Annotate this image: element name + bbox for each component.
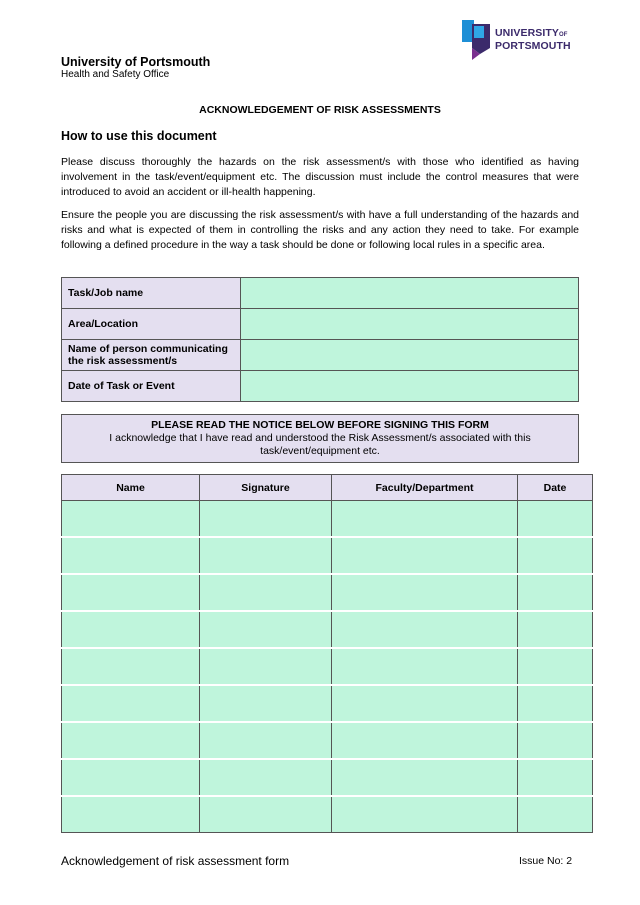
- table-row: [62, 574, 593, 611]
- name-cell[interactable]: [62, 574, 200, 611]
- footer-form-name: Acknowledgement of risk assessment form: [61, 854, 290, 868]
- task-name-label: Task/Job name: [62, 278, 241, 309]
- table-row: [62, 759, 593, 796]
- organisation-name: University of Portsmouth: [61, 55, 211, 69]
- instruction-paragraph-2: Ensure the people you are discussing the risk assessment/s with have a full understanding of the hazards and risks and what is expected of them in controlling the risks and any action they need to take. For example following a defined procedure in the way a task should be done or following local rules in a specific area.: [61, 209, 579, 251]
- faculty-cell[interactable]: [332, 685, 518, 722]
- footer-issue-number: Issue No: 2: [519, 855, 573, 867]
- column-header-date: Date: [518, 475, 593, 501]
- date-cell[interactable]: [518, 796, 593, 833]
- faculty-cell[interactable]: [332, 722, 518, 759]
- section-heading: How to use this document: [61, 129, 217, 143]
- table-row: [62, 537, 593, 574]
- signature-cell[interactable]: [200, 611, 332, 648]
- department-name: Health and Safety Office: [61, 69, 170, 80]
- table-row: [62, 722, 593, 759]
- area-location-label: Area/Location: [62, 309, 241, 340]
- task-row: [62, 309, 579, 340]
- date-cell[interactable]: [518, 759, 593, 796]
- name-cell[interactable]: [62, 537, 200, 574]
- name-cell[interactable]: [62, 648, 200, 685]
- date-cell[interactable]: [518, 722, 593, 759]
- task-date-label: Date of Task or Event: [62, 371, 241, 402]
- task-date-field[interactable]: [241, 371, 579, 402]
- logo-text-line1: UNIVERSITY: [495, 27, 560, 39]
- task-name-field[interactable]: [241, 278, 579, 309]
- notice-heading: PLEASE READ THE NOTICE BELOW BEFORE SIGNING THIS FORM: [151, 419, 489, 431]
- communicator-name-field[interactable]: [241, 340, 579, 371]
- signature-cell[interactable]: [200, 574, 332, 611]
- column-header-signature: Signature: [200, 475, 332, 501]
- date-cell[interactable]: [518, 648, 593, 685]
- notice-text: I acknowledge that I have read and understood the Risk Assessment/s associated with this task/event/equipment etc.: [109, 432, 531, 457]
- task-row: [62, 371, 579, 402]
- date-cell[interactable]: [518, 611, 593, 648]
- table-row: [62, 796, 593, 833]
- signature-cell[interactable]: [200, 501, 332, 538]
- instruction-paragraph-1: Please discuss thoroughly the hazards on the risk assessment/s with those who identified as having involvement in the task/event/equipment etc. The discussion must include the control measures that were introduced to avoid an accident or ill-health happening.: [61, 156, 579, 198]
- name-cell[interactable]: [62, 685, 200, 722]
- signature-rows: [62, 501, 593, 833]
- signature-cell[interactable]: [200, 722, 332, 759]
- logo-text-of: OF: [559, 32, 568, 38]
- date-cell[interactable]: [518, 537, 593, 574]
- signature-cell[interactable]: [200, 759, 332, 796]
- signature-cell[interactable]: [200, 796, 332, 833]
- university-logo: [460, 20, 580, 62]
- table-row: [62, 685, 593, 722]
- name-cell[interactable]: [62, 611, 200, 648]
- date-cell[interactable]: [518, 501, 593, 538]
- faculty-cell[interactable]: [332, 501, 518, 538]
- signature-cell[interactable]: [200, 537, 332, 574]
- name-cell[interactable]: [62, 796, 200, 833]
- signature-cell[interactable]: [200, 648, 332, 685]
- faculty-cell[interactable]: [332, 648, 518, 685]
- logo-mark-icon: [460, 20, 494, 62]
- logo-text-line2: PORTSMOUTH: [495, 40, 571, 52]
- task-details-table: [61, 277, 579, 402]
- column-header-name: Name: [62, 475, 200, 501]
- task-row: [62, 278, 579, 309]
- communicator-name-label: Name of person communicating the risk assessment/s: [62, 340, 241, 371]
- area-location-field[interactable]: [241, 309, 579, 340]
- table-row: [62, 611, 593, 648]
- signature-cell[interactable]: [200, 685, 332, 722]
- table-row: [62, 501, 593, 538]
- faculty-cell[interactable]: [332, 759, 518, 796]
- column-header-faculty: Faculty/Department: [332, 475, 518, 501]
- faculty-cell[interactable]: [332, 611, 518, 648]
- signing-notice: [61, 414, 579, 463]
- date-cell[interactable]: [518, 574, 593, 611]
- date-cell[interactable]: [518, 685, 593, 722]
- task-row: [62, 340, 579, 371]
- faculty-cell[interactable]: [332, 796, 518, 833]
- name-cell[interactable]: [62, 722, 200, 759]
- name-cell[interactable]: [62, 759, 200, 796]
- document-title: ACKNOWLEDGEMENT OF RISK ASSESSMENTS: [199, 104, 441, 116]
- signature-table: [61, 474, 593, 833]
- faculty-cell[interactable]: [332, 574, 518, 611]
- faculty-cell[interactable]: [332, 537, 518, 574]
- table-row: [62, 648, 593, 685]
- name-cell[interactable]: [62, 501, 200, 538]
